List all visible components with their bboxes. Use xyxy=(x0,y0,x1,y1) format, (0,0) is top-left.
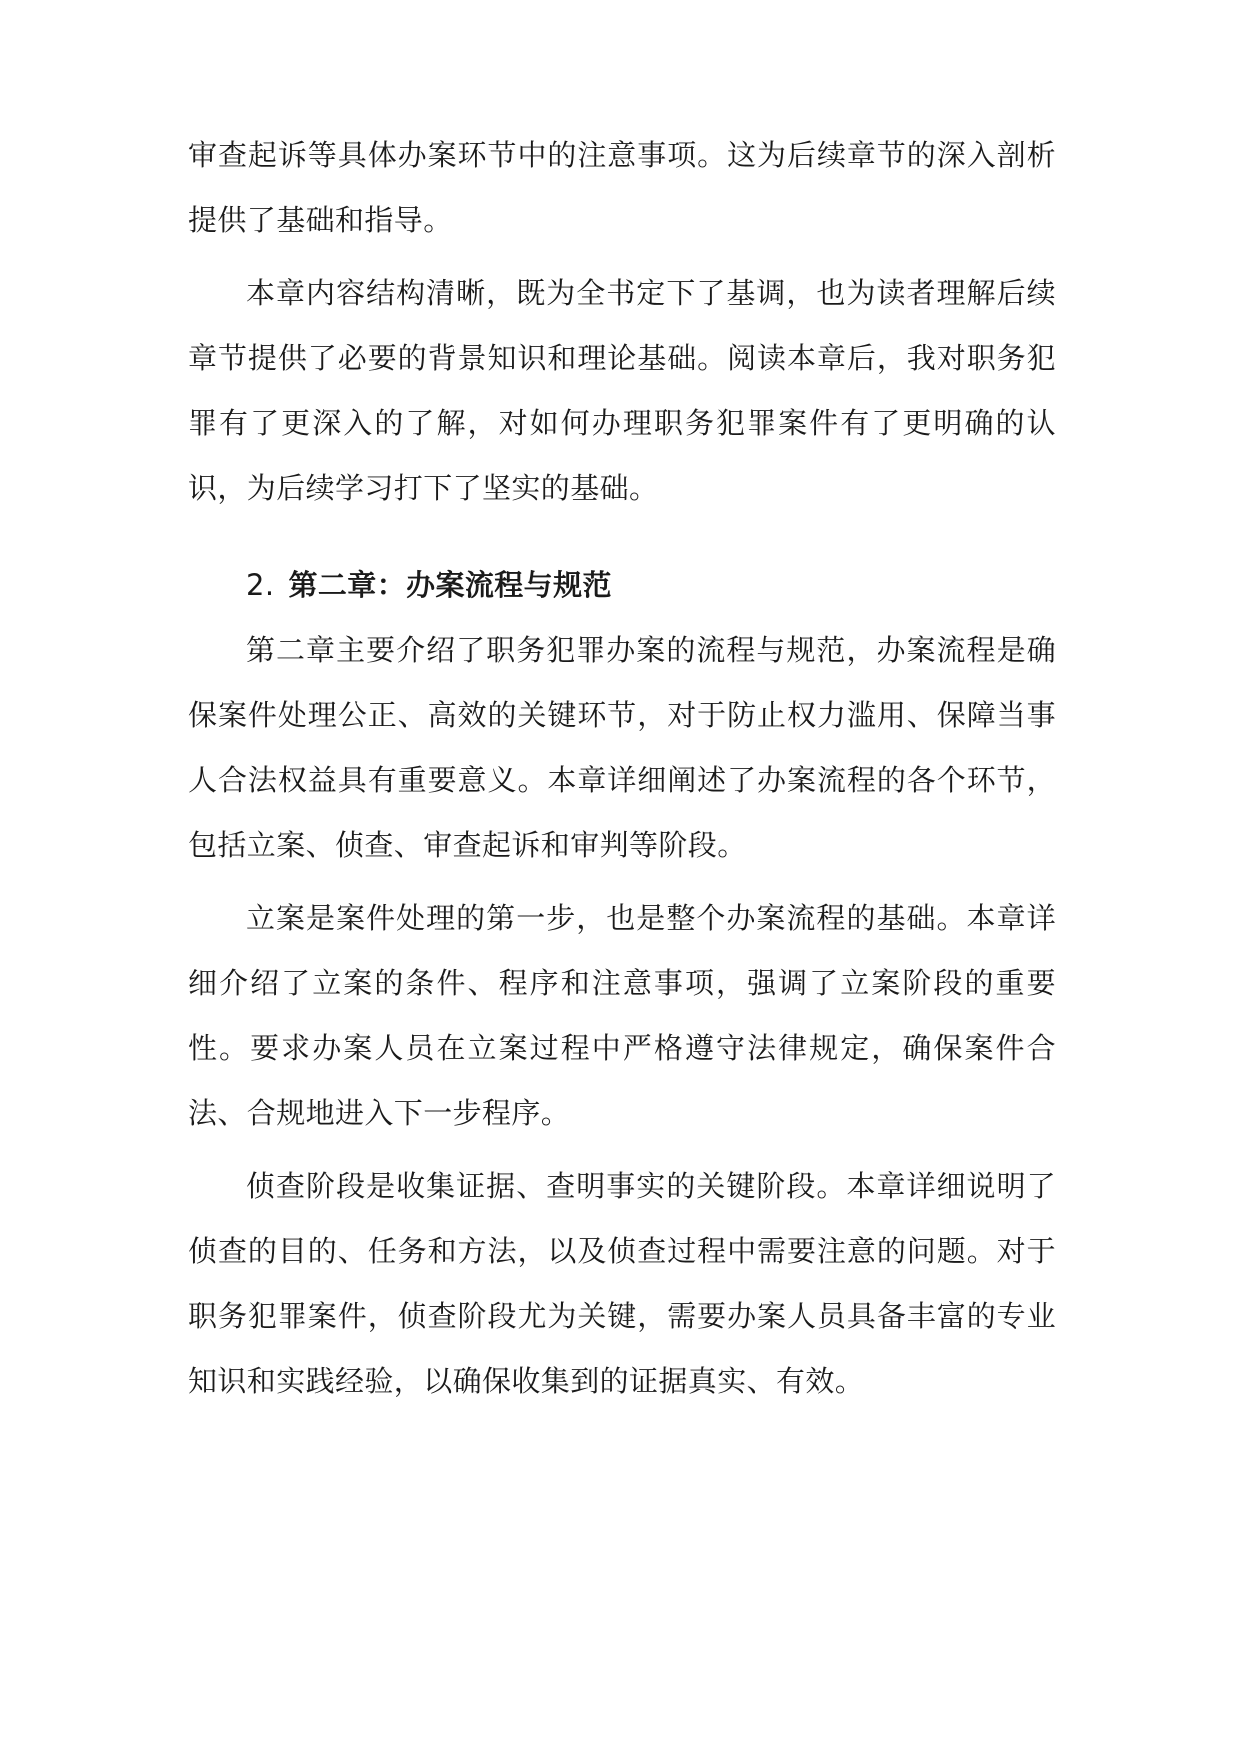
intro-block xyxy=(188,123,1056,521)
section-heading xyxy=(188,553,1056,618)
chapter-summary-paragraph: 本章内容结构清晰，既为全书定下了基调，也为读者理解后续章节提供了必要的背景知识和理论基础。阅读本章后，我对职务犯罪有了更深入的了解，对如何办理职务犯罪案件有了更明确的认识，为后续学习打下了坚实的基础。 xyxy=(188,276,1056,505)
section-number: 2. xyxy=(246,568,275,602)
process-overview-paragraph: 第二章主要介绍了职务犯罪办案的流程与规范，办案流程是确保案件处理公正、高效的关键环节，对于防止权力滥用、保障当事人合法权益具有重要意义。本章详细阐述了办案流程的各个环节，包括立案、侦查、审查起诉和审判等阶段。 xyxy=(188,633,1056,862)
section-title: 第二章：办案流程与规范 xyxy=(288,568,612,602)
investigation-paragraph: 侦查阶段是收集证据、查明事实的关键阶段。本章详细说明了侦查的目的、任务和方法，以及侦查过程中需要注意的问题。对于职务犯罪案件，侦查阶段尤为关键，需要办案人员具备丰富的专业知识和实践经验，以确保收集到的证据真实、有效。 xyxy=(188,1169,1056,1398)
continued-paragraph: 审查起诉等具体办案环节中的注意事项。这为后续章节的深入剖析提供了基础和指导。 xyxy=(188,138,1056,237)
case-filing-paragraph: 立案是案件处理的第一步，也是整个办案流程的基础。本章详细介绍了立案的条件、程序和注意事项，强调了立案阶段的重要性。要求办案人员在立案过程中严格遵守法律规定，确保案件合法、合规地进入下一步程序。 xyxy=(188,901,1056,1130)
chapter-two-section xyxy=(188,553,1056,1414)
